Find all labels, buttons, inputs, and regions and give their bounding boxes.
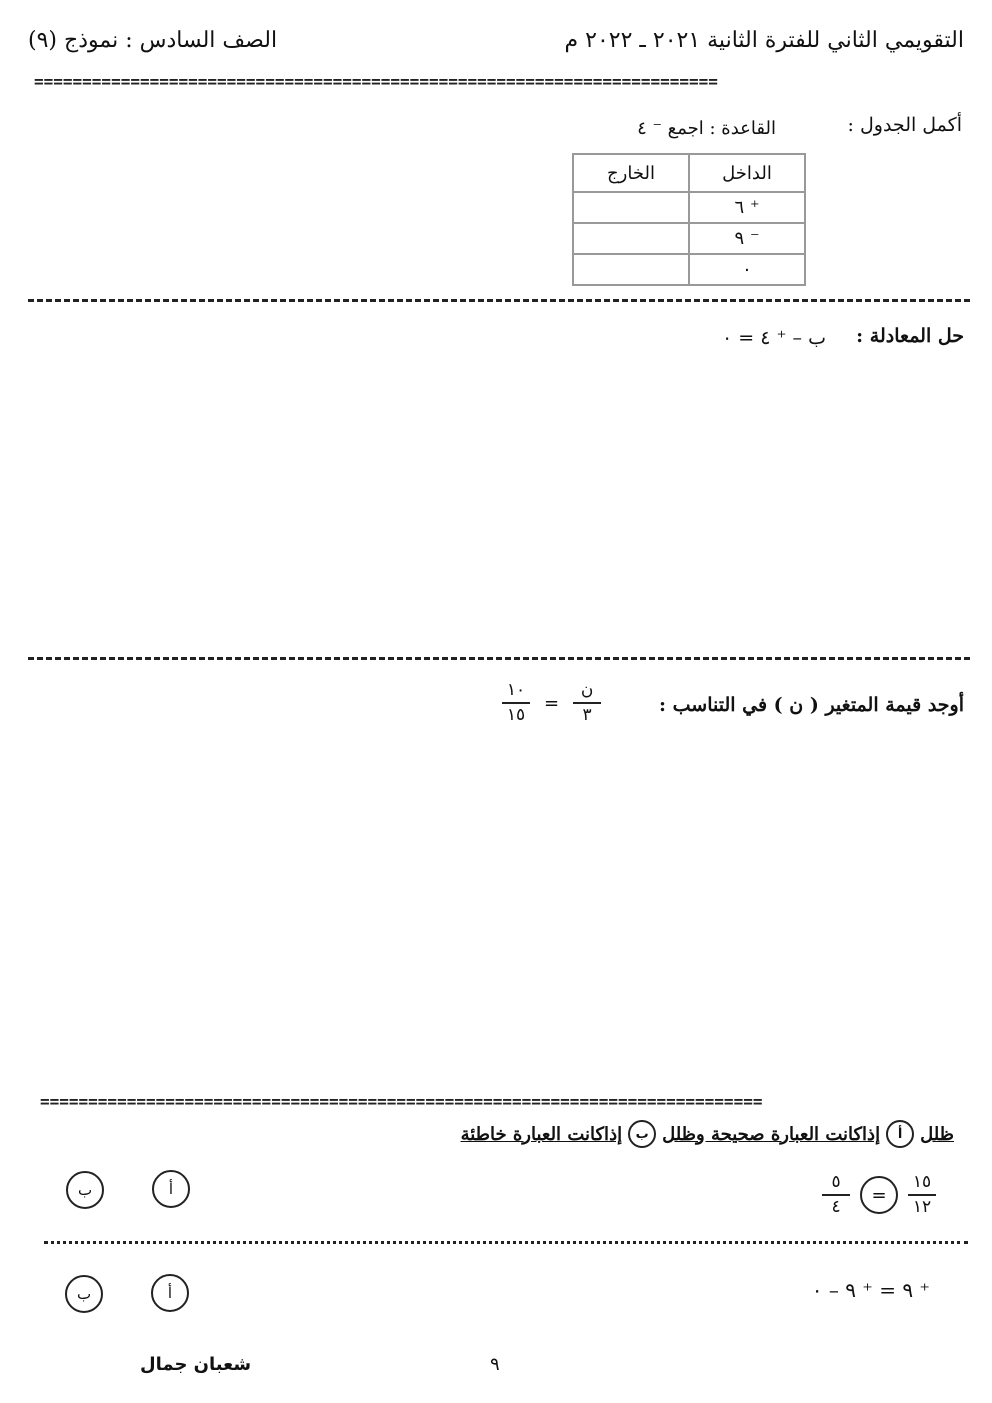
q4-instruction [461, 1120, 954, 1148]
separator-bottom: =========================================================================== [40, 1092, 763, 1111]
instruction-shade: ظلل [920, 1123, 954, 1145]
option-a-bubble[interactable]: أ [151, 1274, 189, 1312]
numerator: ٥ [831, 1172, 841, 1192]
cell-input: ⁻ ٩ [689, 223, 805, 254]
cell-input: ٠ [689, 254, 805, 285]
q3-proportion [502, 682, 601, 724]
option-a-bubble[interactable]: أ [152, 1170, 190, 1208]
separator-top: ======================================================================= [34, 72, 718, 91]
table-row [573, 223, 805, 254]
fraction-right [822, 1174, 850, 1216]
relation-blank-circle[interactable]: = [860, 1176, 898, 1214]
table-header-row [573, 154, 805, 192]
fraction-bar [822, 1194, 850, 1196]
q3-prompt: أوجد قيمة المتغير ( ن ) في التناسب : [658, 694, 964, 716]
left-fraction [573, 682, 601, 724]
denominator: ١٥ [506, 705, 526, 725]
cell-output[interactable] [573, 223, 689, 254]
item-2-statement: ⁺ ٩ = ⁺ ٩ – ٠ [811, 1278, 930, 1302]
q1-rule: القاعدة : اجمع ⁻ ٤ [637, 118, 776, 139]
denominator: ٣ [582, 705, 592, 725]
fraction-bar [908, 1194, 936, 1196]
instruction-true: إذاكانت العبارة صحيحة وظلل [662, 1123, 881, 1145]
option-b-bubble[interactable]: ب [66, 1171, 104, 1209]
item-1-statement [822, 1174, 936, 1216]
separator-dashed-2 [28, 657, 970, 660]
separator-dotted [44, 1241, 968, 1244]
table-row [573, 192, 805, 223]
cell-output[interactable] [573, 254, 689, 285]
q2-equation: ب – ⁺ ٤ = ٠ [722, 327, 826, 349]
input-output-table [572, 153, 806, 286]
numerator: ١٥ [912, 1172, 932, 1192]
denominator: ٤ [831, 1197, 841, 1217]
denominator: ١٢ [912, 1197, 932, 1217]
page-number: ٩ [490, 1354, 500, 1375]
header-input: الداخل [689, 154, 805, 192]
q1-prompt: أكمل الجدول : [847, 114, 962, 136]
header-output: الخارج [573, 154, 689, 192]
numerator: ١٠ [506, 680, 526, 700]
cell-input: ⁺ ٦ [689, 192, 805, 223]
circle-b-icon: ب [628, 1120, 656, 1148]
fraction-bar [573, 702, 601, 704]
instruction-false: إذاكانت العبارة خاطئة [460, 1123, 623, 1145]
equals-sign: = [544, 692, 560, 714]
numerator: ن [580, 680, 594, 700]
exam-title: التقويمي الثاني للفترة الثانية ٢٠٢١ ـ ٢٠٢٢ م [564, 28, 964, 53]
fraction-left [908, 1174, 936, 1216]
table-row [573, 254, 805, 285]
fraction-bar [502, 702, 530, 704]
option-b-bubble[interactable]: ب [65, 1275, 103, 1313]
circle-a-icon: أ [886, 1120, 914, 1148]
grade-model: الصف السادس : نموذج (٩) [28, 28, 278, 53]
cell-output[interactable] [573, 192, 689, 223]
q2-prompt: حل المعادلة : [856, 325, 964, 347]
author-name: شعبان جمال [140, 1354, 252, 1375]
separator-dashed-1 [28, 299, 970, 302]
right-fraction [502, 682, 530, 724]
